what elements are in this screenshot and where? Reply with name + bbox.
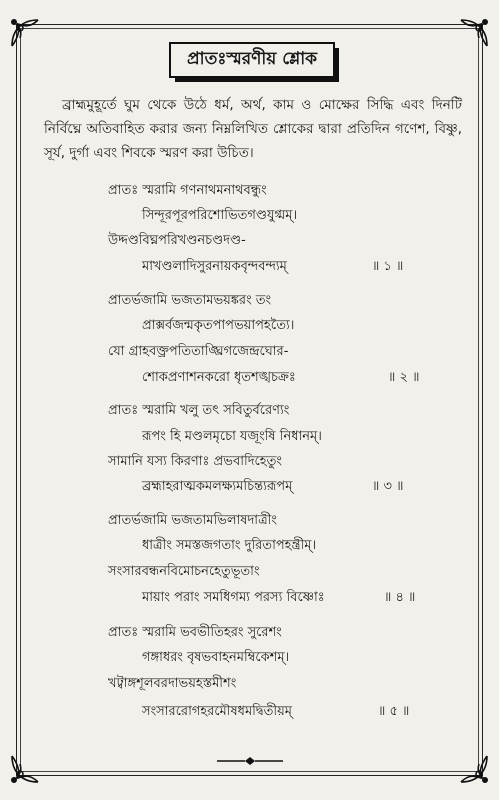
page-title: প্রাতঃস্মরণীয় শ্লোক — [169, 42, 335, 78]
verse-4-line-3: সংসারবন্ধনবিমোচনহেতুভূতাং — [108, 564, 260, 579]
verse-2-line-1: প্রাতর্ভজামি ভজতামভয়ঙ্করং তং — [108, 293, 272, 308]
divider-ornament-icon — [215, 752, 285, 764]
intro-paragraph: ব্রাহ্মমুহূর্তে ঘুম থেকে উঠে ধর্ম, অর্থ, কাম ও মোক্ষের সিদ্ধি এবং দিনটি নির্বিঘ্নে অতিবাহিত করার জন্য নিম্নলিখিত শ্লোকের দ্বারা প্রতিদিন গণেশ, বিষ্ণু, সূর্য, দুর্গা এবং শিবকে স্মরণ করা উচিত। — [44, 97, 462, 161]
verse-5-line-1: প্রাতঃ স্মরামি ভবভীতিহরং সুরেশং — [108, 625, 282, 640]
corner-ornament-icon — [457, 16, 491, 50]
verse-2-line-3: যো গ্রাহবক্ত্রপতিতাঙ্ঘ্রিগজেন্দ্রঘোর- — [108, 344, 289, 359]
verse-1-line-1: প্রাতঃ স্মরামি গণনাথমনাথবন্ধুং — [108, 183, 267, 198]
verse-5-line-2: গঙ্গাধরং বৃষভবাহনমম্বিকেশম্। — [142, 650, 290, 665]
verse-4-line-4: মায়াং পরাং সমধিগম্য পরস্য বিষ্ণোঃ — [142, 590, 325, 605]
verse-3-line-3: সামানি যস্য কিরণাঃ প্রভবাদিহেতুং — [108, 454, 282, 469]
verse-1-number: ॥ ১ ॥ — [372, 259, 404, 274]
verse-5-line-3: খট্বাঙ্গশূলবরদাভয়হস্তমীশং — [108, 676, 237, 691]
verse-1-line-3: উদ্দণ্ডবিঘ্নপরিখণ্ডনচণ্ডদণ্ড- — [108, 233, 246, 248]
verse-4-line-2: ধাত্রীং সমস্তজগতাং দুরিতাপহন্ত্রীম্। — [142, 538, 317, 553]
verse-2-line-4: শোকপ্রণাশনকরো ধৃতশঙ্খচক্রঃ — [142, 370, 296, 385]
corner-ornament-icon — [8, 752, 42, 786]
verse-3-number: ॥ ৩ ॥ — [372, 479, 404, 494]
verse-1-line-4: মাখণ্ডলাদিসুরনায়কবৃন্দবন্দ্যম্ — [142, 259, 287, 274]
verse-2-number: ॥ ২ ॥ — [388, 370, 420, 385]
verse-4-line-1: প্রাতর্ভজামি ভজতামভিলাষদাত্রীং — [108, 513, 277, 528]
verse-3-line-1: প্রাতঃ স্মরামি খলু তৎ সবিতুর্বরেণ্যং — [108, 403, 290, 418]
verse-2-line-2: প্রাক্সর্বজন্মকৃতপাপভয়াপহত্যৈ। — [142, 318, 295, 333]
corner-ornament-icon — [457, 752, 491, 786]
verse-3-line-2: রূপং হি মণ্ডলমৃচো যজূংষি নিধানম্। — [142, 429, 322, 444]
verse-4-number: ॥ ৪ ॥ — [384, 590, 416, 605]
verse-1-line-2: সিন্দূরপূরপরিশোভিতগণ্ডযুগ্মম্। — [142, 208, 298, 223]
verse-5-number: ॥ ৫ ॥ — [378, 704, 410, 719]
corner-ornament-icon — [8, 16, 42, 50]
verse-3-line-4: ব্রহ্মাহরাত্মকমলক্ষ্যমচিন্ত্যরূপম্ — [142, 479, 293, 494]
verse-5-line-4: সংসাররোগহরমৌষধমদ্বিতীয়ম্ — [142, 704, 292, 719]
